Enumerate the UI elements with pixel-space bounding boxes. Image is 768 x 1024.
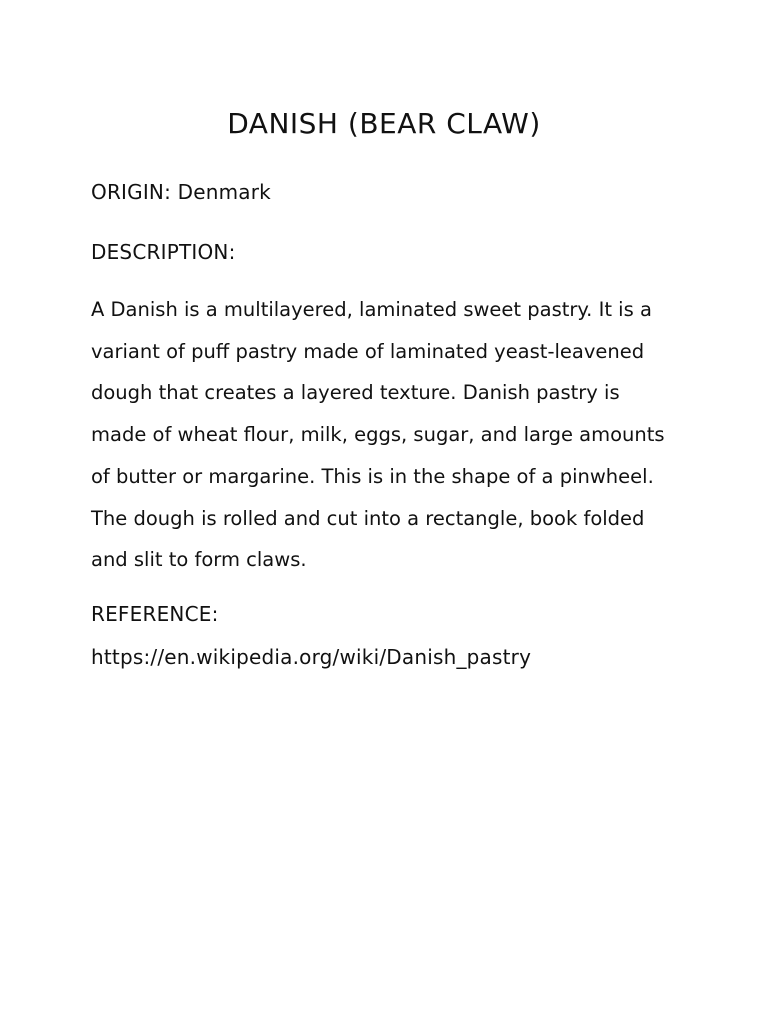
origin-line: ORIGIN: Denmark	[91, 180, 271, 204]
description-body: A Danish is a multilayered, laminated sweet pastry. It is a variant of puff pastry made of laminated yeast-leavened dough that creates a layered texture. Danish pastry is made of wheat flour, milk, eggs, sugar, and large amounts of butter or margarine. This is in the shape of a pinwheel. The dough is rolled and cut into a rectangle, book folded and slit to form claws.	[91, 298, 665, 572]
reference-heading: REFERENCE:	[91, 602, 219, 626]
description-heading: DESCRIPTION:	[91, 240, 236, 264]
reference-link[interactable]: https://en.wikipedia.org/wiki/Danish_pastry	[91, 645, 532, 669]
document-title: DANISH (BEAR CLAW)	[227, 107, 541, 140]
